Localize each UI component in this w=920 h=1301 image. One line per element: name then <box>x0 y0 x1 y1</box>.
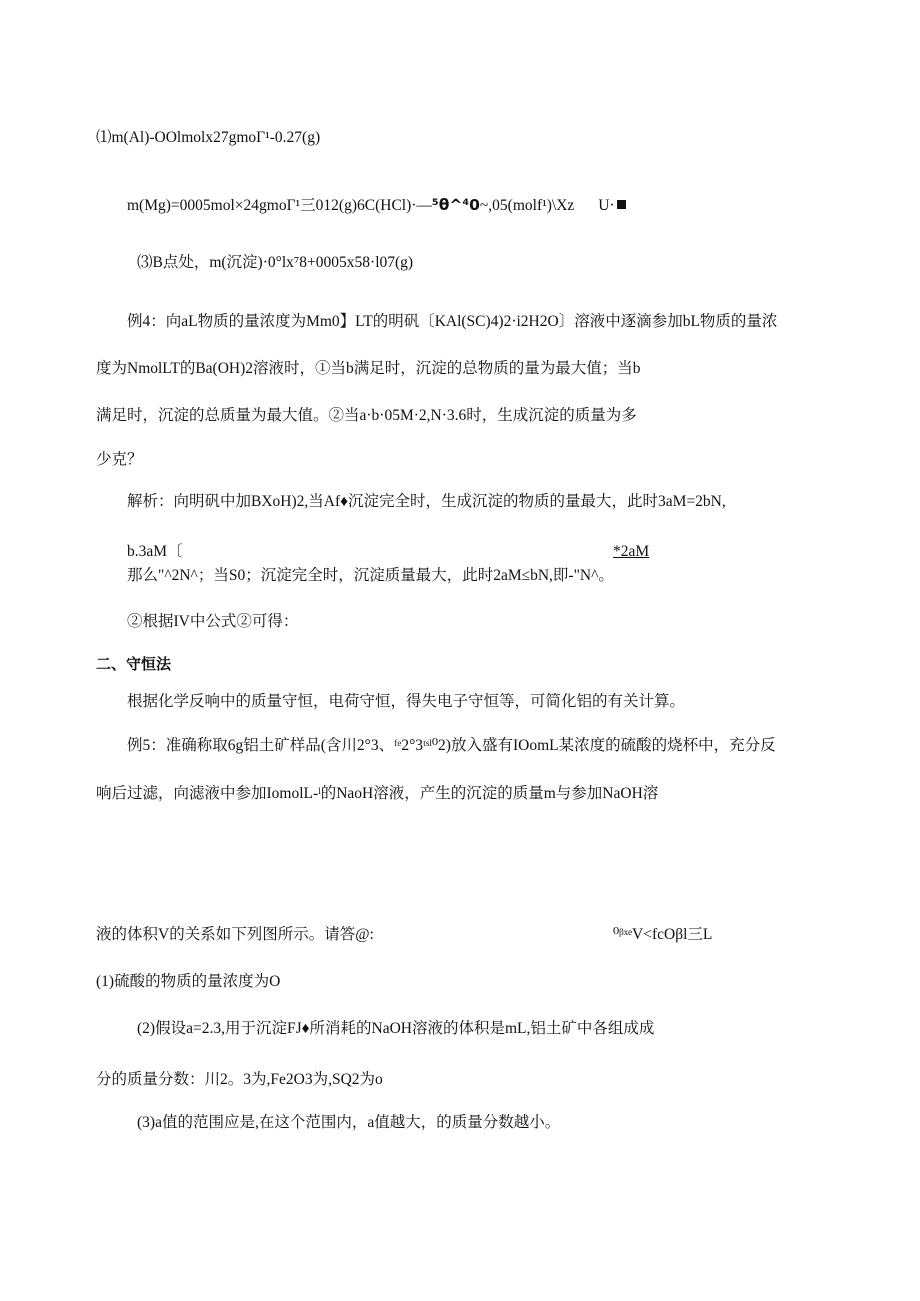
example-5-line-2: 响后过滤，向滤液中参加IomolL-ˡ的NaoH溶液，产生的沉淀的质量m与参加NaOH溶 <box>96 785 659 802</box>
example-4-line-1: 例4：向aL物质的量浓度为Mm0】LT的明矾〔KAl(SC)4)2·i2H2O〕溶液中逐滴参加bL物质的量浓 <box>127 313 778 330</box>
analysis-line-1: 解析：向明矾中加BXoH)2,当Af♦沉淀完全时，生成沉淀的物质的量最大，此时3aM=2bN, <box>127 493 726 510</box>
solution-line-1: ⑴m(Al)-OOlmolx27gmoΓ¹-0.27(g) <box>96 129 321 146</box>
example-4-line-2: 度为NmolLT的Ba(OH)2溶液时，①当b满足时，沉淀的总物质的量为最大值；当b <box>96 360 641 377</box>
question-1: (1)硫酸的物质的量浓度为O <box>96 973 281 990</box>
solution-line-2-part-b: ⁵θ^⁴0 <box>431 196 480 214</box>
analysis-line-4: ②根据IV中公式②可得： <box>127 613 299 630</box>
solution-line-2-part-a: m(Mg)=0005mol×24gmoΓ¹三012(g)6C(HCl)·— <box>127 197 432 214</box>
solution-line-2-part-c: ~,05(molf¹)\Xz <box>479 197 575 214</box>
example-5-line-1: 例5：准确称取6g铝土矿样品(含川2°3、ᶠᵉ2°3ᵗˢˡ⁰2)放入盛有IOomL某浓度的硫酸的烧杯中，充分反 <box>127 737 776 754</box>
fraction-numerator-right: *2aM <box>613 543 650 560</box>
solution-line-2-part-d: U· <box>598 197 615 214</box>
analysis-line-3: 那么"^2N^；当S0；沉淀完全时，沉淀质量最大，此时2aM≤bN,即-"N^。 <box>127 567 614 584</box>
question-2-line-1: (2)假设a=2.3,用于沉淀FJ♦所消耗的NaOH溶液的体积是mL,铝土矿中各组成成 <box>137 1020 655 1037</box>
analysis-line-2a <box>127 542 183 562</box>
section-intro: 根据化学反响中的质量守恒，电荷守恒，得失电子守恒等，可简化铝的有关计算。 <box>127 693 686 710</box>
solution-line-3: ⑶B点处，m(沉淀)·0°lx⁷8+0005x58·l07(g) <box>137 254 414 271</box>
example-5-line-3: 液的体积V的关系如下列图所示。请答@: <box>96 926 374 943</box>
black-square-icon <box>617 200 626 209</box>
solution-line-2 <box>127 195 626 216</box>
question-2-line-2: 分的质量分数：川2。3为,Fe2O3为,SQ2为o <box>96 1071 383 1088</box>
example-5-line-3-right: ⁰ᵝˣᵉV<fcOβl三L <box>613 926 713 943</box>
example-4-line-3: 满足时，沉淀的总质量为最大值。②当a·b·05M·2,N·3.6时，生成沉淀的质量为多 <box>96 407 637 424</box>
example-4-line-4: 少克？ <box>96 451 143 468</box>
fraction-numerator-left: b.3aM〔 <box>127 543 183 560</box>
section-heading: 二、守恒法 <box>96 655 172 673</box>
question-3: (3)a值的范围应是,在这个范围内，a值越大，的质量分数越小。 <box>137 1114 561 1131</box>
